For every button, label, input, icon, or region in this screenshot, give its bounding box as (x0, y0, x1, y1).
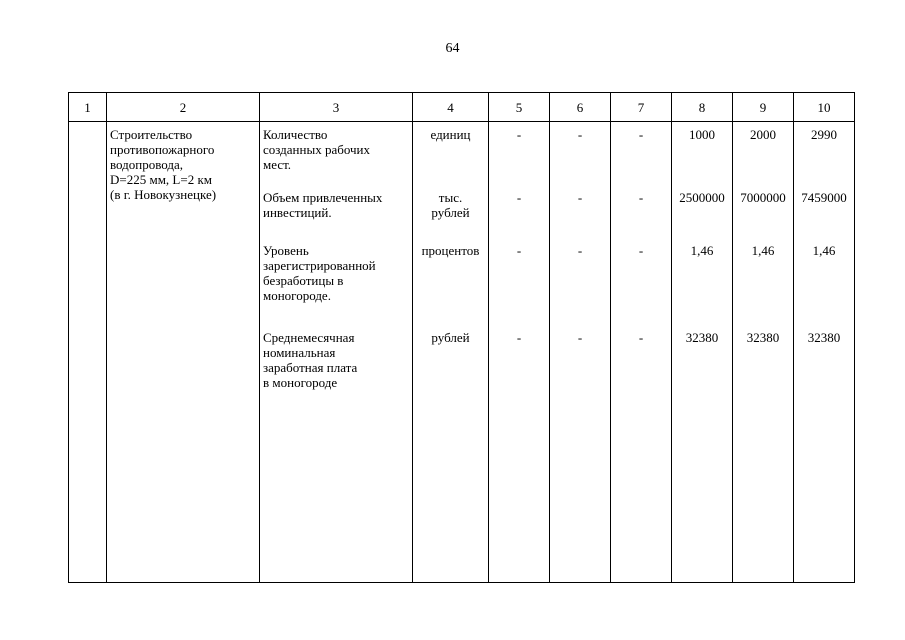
value: - (577, 190, 583, 205)
header-row (69, 93, 855, 122)
col-header-8: 8 (672, 93, 733, 122)
value: - (638, 243, 644, 258)
col-header-10: 10 (794, 93, 855, 122)
col-1-cell (69, 122, 107, 583)
unit-label: единиц (430, 127, 471, 142)
col-header-4: 4 (413, 93, 489, 122)
value: 32380 (746, 330, 780, 345)
value: 1,46 (751, 243, 775, 258)
value: 32380 (807, 330, 841, 345)
value: - (638, 127, 644, 142)
value: 7459000 (801, 190, 847, 205)
value: 2990 (811, 127, 837, 142)
col-9-cell (733, 122, 794, 583)
indicator-name: Уровень зарегистрированной безработицы в моногороде. (263, 243, 376, 303)
col-header-3: 3 (260, 93, 413, 122)
table-row (69, 122, 855, 583)
indicators-table (68, 92, 855, 583)
col-header-7: 7 (611, 93, 672, 122)
indicator-name: Количество созданных рабочих мест. (263, 127, 370, 172)
unit-label: процентов (421, 243, 480, 258)
value: - (516, 330, 522, 345)
col-header-5: 5 (489, 93, 550, 122)
unit-label: рублей (431, 330, 470, 345)
object-name-cell (107, 122, 260, 583)
col-header-9: 9 (733, 93, 794, 122)
col-7-cell (611, 122, 672, 583)
unit-cell (413, 122, 489, 583)
col-6-cell (550, 122, 611, 583)
value: 1000 (689, 127, 715, 142)
value: 2000 (750, 127, 776, 142)
unit-label: тыс. рублей (431, 190, 470, 220)
col-8-cell (672, 122, 733, 583)
page-number: 64 (445, 41, 460, 56)
value: 1,46 (690, 243, 714, 258)
value: - (638, 190, 644, 205)
value: 32380 (685, 330, 719, 345)
value: - (516, 243, 522, 258)
object-name: Строительство противопожарного водопровода, D=225 мм, L=2 км (в г. Новокузнецке) (110, 127, 217, 202)
value: - (577, 330, 583, 345)
indicator-name-cell (260, 122, 413, 583)
indicator-name: Объем привлеченных инвестиций. (263, 190, 383, 220)
value: - (638, 330, 644, 345)
col-header-6: 6 (550, 93, 611, 122)
value: 2500000 (679, 190, 725, 205)
col-5-cell (489, 122, 550, 583)
indicator-name: Среднемесячная номинальная заработная плата в моногороде (263, 330, 358, 390)
col-10-cell (794, 122, 855, 583)
col-header-1: 1 (69, 93, 107, 122)
value: - (577, 127, 583, 142)
col-header-2: 2 (107, 93, 260, 122)
value: 1,46 (812, 243, 836, 258)
value: - (516, 190, 522, 205)
value: 7000000 (740, 190, 786, 205)
value: - (577, 243, 583, 258)
value: - (516, 127, 522, 142)
